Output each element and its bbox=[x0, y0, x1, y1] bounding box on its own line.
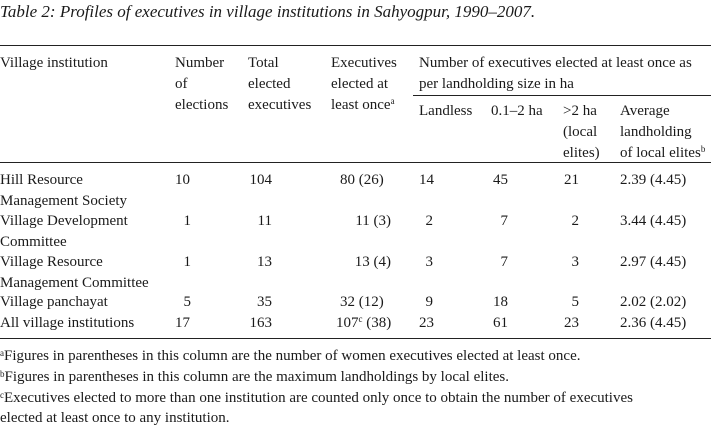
header-avg-line3 bbox=[620, 143, 705, 164]
header-elections bbox=[175, 53, 228, 116]
table-row bbox=[0, 313, 134, 334]
cell-large: 21 bbox=[564, 172, 579, 188]
table-row bbox=[0, 170, 127, 212]
table-row bbox=[0, 252, 149, 294]
header-exec-line3-text: least once bbox=[331, 97, 391, 113]
footnote-mark: a bbox=[0, 348, 4, 358]
header-executives bbox=[331, 53, 397, 116]
footnote-marker-c: c bbox=[358, 314, 363, 324]
header-large-line1: >2 ha bbox=[563, 103, 597, 119]
header-avg-line2: landholding bbox=[620, 124, 692, 140]
cell-executives: 80 (26) bbox=[340, 172, 384, 188]
cell-average: 3.44 (4.45) bbox=[620, 213, 687, 229]
header-institution: Village institution bbox=[0, 55, 108, 71]
header-avg-line1: Average bbox=[620, 103, 670, 119]
footnote-text: Figures in parentheses in this column are the maximum landholdings by local elites. bbox=[4, 369, 509, 385]
cell-landless: 14 bbox=[419, 172, 434, 188]
header-rule bbox=[0, 162, 711, 163]
header-exec-line3 bbox=[331, 95, 397, 116]
footnote-c-cont bbox=[0, 408, 711, 429]
header-total-line1: Total bbox=[248, 55, 279, 71]
header-total-line2: elected bbox=[248, 76, 291, 92]
cell-large: 5 bbox=[571, 294, 579, 310]
header-group bbox=[419, 53, 692, 95]
header-large-line3: elites) bbox=[563, 145, 600, 161]
header-large-line2: (local bbox=[563, 124, 598, 140]
header-total bbox=[248, 53, 311, 116]
bottom-rule bbox=[0, 338, 711, 339]
footnote-mark: c bbox=[0, 390, 4, 400]
header-average bbox=[620, 101, 705, 164]
header-total-line3: executives bbox=[248, 97, 312, 113]
row-label-cont: Committee bbox=[0, 234, 67, 250]
header-group-line1: Number of executives elected at least once as bbox=[419, 55, 692, 71]
header-group-line2: per landholding size in ha bbox=[419, 76, 574, 92]
row-label: Hill Resource bbox=[0, 172, 83, 188]
cell-small: 45 bbox=[493, 172, 508, 188]
row-label-cont: Management Committee bbox=[0, 275, 149, 291]
cell-large: 23 bbox=[564, 315, 579, 331]
cell-large: 2 bbox=[571, 213, 579, 229]
header-elections-line2: of bbox=[175, 76, 188, 92]
cell-landless: 9 bbox=[425, 294, 433, 310]
cell-average: 2.39 (4.45) bbox=[620, 172, 687, 188]
top-rule bbox=[0, 45, 711, 46]
footnote-marker-a: a bbox=[390, 96, 395, 106]
header-elections-line1: Number bbox=[175, 55, 225, 71]
cell-small: 7 bbox=[500, 213, 508, 229]
cell-executives: 32 (12) bbox=[340, 294, 384, 310]
footnote-text: elected at least once to any institution. bbox=[0, 410, 230, 426]
footnote-c bbox=[0, 388, 711, 409]
cell-large: 3 bbox=[571, 254, 579, 270]
cell-landless: 2 bbox=[425, 213, 433, 229]
cell-executives bbox=[336, 313, 391, 334]
header-landless: Landless bbox=[419, 103, 473, 119]
header-avg-line3-text: of local elites bbox=[620, 145, 701, 161]
header-large bbox=[563, 101, 600, 164]
cell-small: 18 bbox=[493, 294, 508, 310]
table-title: Table 2: Profiles of executives in village institutions in Sahyogpur, 1990–2007. bbox=[0, 2, 536, 21]
footnote-marker-b: b bbox=[700, 144, 706, 154]
table-row bbox=[0, 292, 108, 313]
cell-average: 2.97 (4.45) bbox=[620, 254, 687, 270]
cell-elections: 17 bbox=[175, 315, 190, 331]
cell-executives-women: (38) bbox=[362, 315, 392, 331]
cell-total: 163 bbox=[249, 315, 272, 331]
cell-landless: 23 bbox=[419, 315, 434, 331]
table-row bbox=[0, 211, 128, 253]
cell-executives: 13 (4) bbox=[354, 254, 391, 270]
row-label: Village Resource bbox=[0, 254, 103, 270]
cell-small: 61 bbox=[493, 315, 508, 331]
cell-elections: 1 bbox=[183, 213, 191, 229]
footnote-mark: b bbox=[0, 369, 5, 379]
cell-landless: 3 bbox=[425, 254, 433, 270]
cell-average: 2.36 (4.45) bbox=[620, 315, 687, 331]
cell-executives: 11 (3) bbox=[355, 213, 391, 229]
footnote-a bbox=[0, 346, 711, 367]
header-exec-line1: Executives bbox=[331, 55, 397, 71]
group-rule bbox=[413, 95, 711, 96]
row-label: Village Development bbox=[0, 213, 128, 229]
header-elections-line3: elections bbox=[175, 97, 229, 113]
header-exec-line2: elected at bbox=[331, 76, 389, 92]
cell-average: 2.02 (2.02) bbox=[620, 294, 687, 310]
footnote-text: Figures in parentheses in this column are the number of women executives elected at least once. bbox=[4, 348, 581, 364]
row-label: Village panchayat bbox=[0, 294, 108, 310]
cell-small: 7 bbox=[500, 254, 508, 270]
cell-elections: 5 bbox=[183, 294, 191, 310]
cell-total: 104 bbox=[249, 172, 272, 188]
header-small: 0.1–2 ha bbox=[491, 103, 543, 119]
row-label-cont: Management Society bbox=[0, 193, 128, 209]
cell-executives-value: 107 bbox=[336, 315, 359, 331]
cell-total: 11 bbox=[257, 213, 272, 229]
footnote-text: Executives elected to more than one institution are counted only once to obtain the number of executives bbox=[4, 390, 633, 406]
footnote-b bbox=[0, 367, 711, 388]
cell-total: 35 bbox=[257, 294, 272, 310]
cell-elections: 1 bbox=[183, 254, 191, 270]
cell-elections: 10 bbox=[175, 172, 190, 188]
row-label: All village institutions bbox=[0, 315, 135, 331]
cell-total: 13 bbox=[257, 254, 272, 270]
